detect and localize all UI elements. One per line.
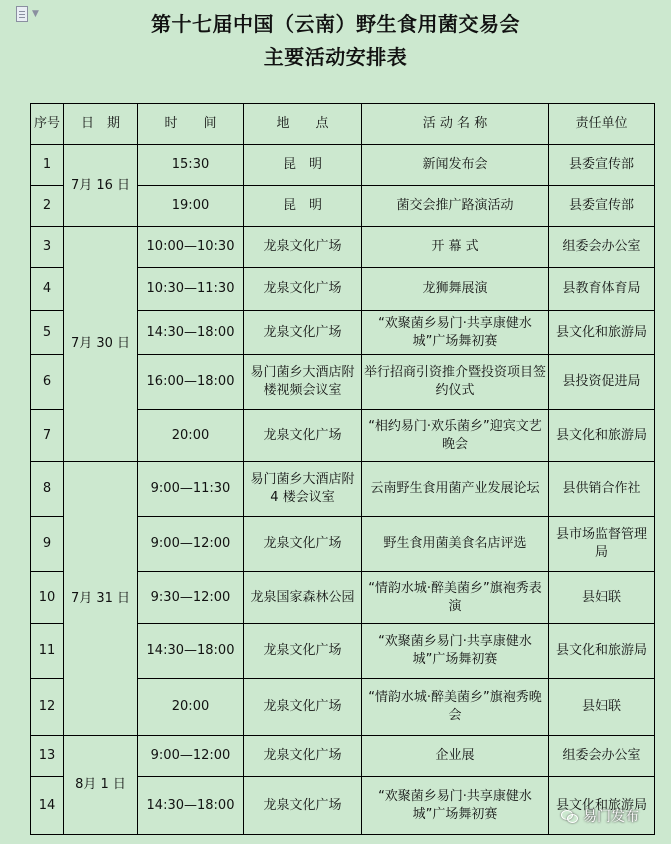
cell-no: 13 (31, 736, 64, 777)
cell-date: 7月 16 日 (64, 145, 138, 227)
cell-date: 7月 31 日 (64, 462, 138, 736)
cell-place: 易门菌乡大酒店附楼视频会议室 (244, 355, 362, 410)
cell-time: 10:00—10:30 (138, 227, 244, 268)
cell-no: 7 (31, 410, 64, 462)
cell-unit: 县文化和旅游局 (549, 311, 655, 355)
cell-unit: 县市场监督管理局 (549, 517, 655, 572)
cell-time: 14:30—18:00 (138, 624, 244, 679)
schedule-table (30, 103, 655, 835)
cell-activity: 云南野生食用菌产业发展论坛 (362, 462, 549, 517)
cell-place: 易门菌乡大酒店附 4 楼会议室 (244, 462, 362, 517)
cell-place: 龙泉文化广场 (244, 410, 362, 462)
cell-unit: 县文化和旅游局 (549, 777, 655, 835)
cell-unit: 县委宣传部 (549, 186, 655, 227)
wechat-icon (561, 809, 579, 823)
cell-unit: 县文化和旅游局 (549, 410, 655, 462)
cell-date: 8月 1 日 (64, 736, 138, 835)
page-title: 第十七届中国（云南）野生食用菌交易会 (151, 12, 520, 36)
cell-activity: “欢聚菌乡易门·共享康健水城”广场舞初赛 (362, 624, 549, 679)
table-row (31, 462, 655, 517)
cell-no: 10 (31, 572, 64, 624)
cell-activity: 企业展 (362, 736, 549, 777)
cell-unit: 县投资促进局 (549, 355, 655, 410)
cell-no: 3 (31, 227, 64, 268)
header-activity: 活 动 名 称 (362, 104, 549, 145)
cell-time: 20:00 (138, 679, 244, 736)
watermark (561, 802, 639, 830)
cell-place: 龙泉文化广场 (244, 777, 362, 835)
cell-unit: 组委会办公室 (549, 227, 655, 268)
table-row (31, 736, 655, 777)
cell-unit: 县妇联 (549, 572, 655, 624)
cell-no: 14 (31, 777, 64, 835)
cell-activity: “情韵水城·醉美菌乡”旗袍秀晚会 (362, 679, 549, 736)
cell-activity: 菌交会推广路演活动 (362, 186, 549, 227)
header-place: 地 点 (244, 104, 362, 145)
cell-unit: 组委会办公室 (549, 736, 655, 777)
cell-activity: 开 幕 式 (362, 227, 549, 268)
cell-unit: 县委宣传部 (549, 145, 655, 186)
table-row (31, 227, 655, 268)
cell-place: 龙泉文化广场 (244, 624, 362, 679)
cell-no: 8 (31, 462, 64, 517)
cell-time: 19:00 (138, 186, 244, 227)
cell-no: 9 (31, 517, 64, 572)
cell-no: 6 (31, 355, 64, 410)
header-date: 日 期 (64, 104, 138, 145)
cell-unit: 县供销合作社 (549, 462, 655, 517)
cell-no: 5 (31, 311, 64, 355)
cell-activity: 新闻发布会 (362, 145, 549, 186)
table-row (31, 145, 655, 186)
cell-place: 昆 明 (244, 145, 362, 186)
cell-time: 20:00 (138, 410, 244, 462)
cell-unit: 县妇联 (549, 679, 655, 736)
cell-place: 龙泉文化广场 (244, 227, 362, 268)
page-subtitle: 主要活动安排表 (263, 45, 408, 69)
cell-place: 龙泉文化广场 (244, 736, 362, 777)
cell-date: 7月 30 日 (64, 227, 138, 462)
cell-activity: 龙狮舞展演 (362, 268, 549, 311)
cell-activity: “欢聚菌乡易门·共享康健水城”广场舞初赛 (362, 777, 549, 835)
table-header-row (31, 104, 655, 145)
cell-time: 14:30—18:00 (138, 777, 244, 835)
cell-time: 16:00—18:00 (138, 355, 244, 410)
cell-activity: “欢聚菌乡易门·共享康健水城”广场舞初赛 (362, 311, 549, 355)
cell-time: 14:30—18:00 (138, 311, 244, 355)
cell-no: 12 (31, 679, 64, 736)
cell-activity: 野生食用菌美食名店评选 (362, 517, 549, 572)
cell-time: 9:00—11:30 (138, 462, 244, 517)
cell-unit: 县文化和旅游局 (549, 624, 655, 679)
header-time: 时 间 (138, 104, 244, 145)
cell-time: 9:30—12:00 (138, 572, 244, 624)
cell-no: 1 (31, 145, 64, 186)
cell-place: 龙泉国家森林公园 (244, 572, 362, 624)
chevron-down-icon[interactable]: ▼ (32, 9, 39, 19)
header-unit: 责任单位 (549, 104, 655, 145)
cell-time: 10:30—11:30 (138, 268, 244, 311)
watermark-text: 易门发布 (583, 809, 639, 825)
cell-time: 9:00—12:00 (138, 736, 244, 777)
header-no: 序号 (31, 104, 64, 145)
cell-time: 9:00—12:00 (138, 517, 244, 572)
cell-place: 龙泉文化广场 (244, 311, 362, 355)
cell-activity: 举行招商引资推介暨投资项目签约仪式 (362, 355, 549, 410)
cell-place: 龙泉文化广场 (244, 679, 362, 736)
cell-place: 龙泉文化广场 (244, 517, 362, 572)
cell-activity: “情韵水城·醉美菌乡”旗袍秀表演 (362, 572, 549, 624)
cell-place: 龙泉文化广场 (244, 268, 362, 311)
cell-time: 15:30 (138, 145, 244, 186)
cell-no: 11 (31, 624, 64, 679)
cell-unit: 县教育体育局 (549, 268, 655, 311)
cell-activity: “相约易门·欢乐菌乡”迎宾文艺晚会 (362, 410, 549, 462)
cell-no: 2 (31, 186, 64, 227)
cell-place: 昆 明 (244, 186, 362, 227)
cell-no: 4 (31, 268, 64, 311)
